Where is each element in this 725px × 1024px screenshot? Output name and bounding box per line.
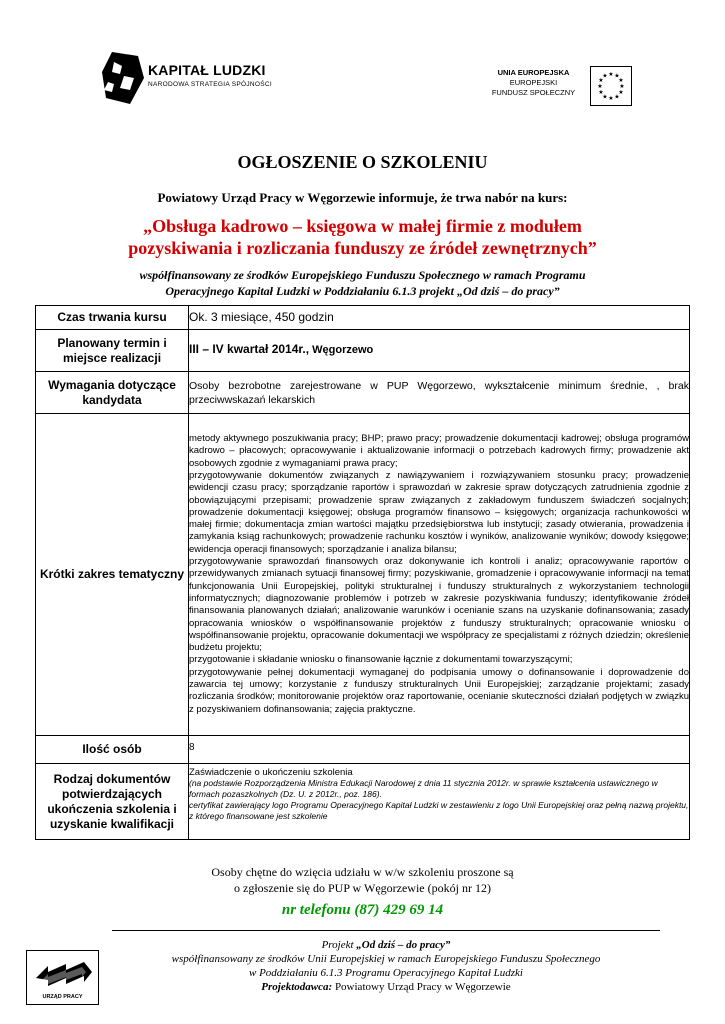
table-row — [36, 414, 690, 736]
svg-text:★: ★ — [608, 95, 614, 102]
documents-value — [189, 764, 690, 840]
footer — [110, 938, 662, 994]
requirements-label: Wymagania dotyczące kandydata — [36, 372, 189, 414]
table-row — [36, 736, 690, 764]
svg-text:★: ★ — [602, 72, 608, 80]
page-title: OGŁOSZENIE O SZKOLENIU — [237, 152, 488, 172]
svg-text:★: ★ — [598, 89, 604, 96]
svg-text:★: ★ — [618, 77, 624, 84]
footer-project — [110, 938, 662, 952]
kl-logo-subtitle: NARODOWA STRATEGIA SPÓJNOŚCI — [148, 81, 272, 88]
kl-logo-title: KAPITAŁ LUDZKI — [148, 62, 266, 78]
footer-promoter — [110, 980, 662, 994]
footer-promoter-label: Projektodawca: — [261, 981, 333, 993]
svg-text:★: ★ — [597, 83, 603, 90]
urzad-pracy-logo — [26, 950, 99, 1005]
eu-flag-icon — [590, 66, 632, 106]
footer-promoter-value: Powiatowy Urząd Pracy w Węgorzewie — [332, 981, 511, 993]
footer-project-name: „Od dziś – do pracy” — [356, 939, 451, 951]
table-row — [36, 330, 690, 372]
count-value: 8 — [189, 736, 690, 764]
term-place: Węgorzewo — [312, 344, 374, 357]
footer-divider — [112, 930, 660, 931]
application-line1: Osoby chętne do wzięcia udziału w w/w szkoleniu proszone są — [211, 865, 514, 879]
eu-line2: EUROPEJSKI — [509, 78, 558, 87]
duration-value: Ok. 3 miesiące, 450 godzin — [189, 306, 690, 330]
eu-logo-text — [486, 68, 581, 98]
svg-text:★: ★ — [618, 89, 624, 96]
footer-line3: w Poddziałaniu 6.1.3 Programu Operacyjnego Kapitał Ludzki — [249, 967, 523, 979]
footer-project-prefix: Projekt — [321, 939, 357, 951]
course-title-line2: pozyskiwania i rozliczania funduszy ze źródeł zewnętrznych” — [128, 238, 597, 258]
svg-text:★: ★ — [608, 71, 614, 78]
count-label: Ilość osób — [36, 736, 189, 764]
documents-label: Rodzaj dokumentów potwierdzających ukończenia szkolenia i uzyskanie kwalifikacji — [36, 764, 189, 840]
phone-number: nr telefonu (87) 429 69 14 — [281, 902, 444, 918]
documents-line: Zaświadczenie o ukończeniu szkolenia — [189, 767, 353, 778]
svg-text:★: ★ — [598, 77, 604, 84]
course-title — [0, 215, 725, 259]
documents-line: (na podstawie Rozporządzenia Ministra Edukacji Narodowej z dnia 11 stycznia 2012r. w sprawie kształcenia ustawicznego w formach pozaszkolnych (Dz. U. z 2012r., poz. 186). — [189, 778, 658, 799]
term-label: Planowany termin i miejsce realizacji — [36, 330, 189, 372]
scope-value — [189, 414, 690, 736]
table-row — [36, 306, 690, 330]
cofinancing-line2: Operacyjnego Kapitał Ludzki w Poddziałaniu 6.1.3 projekt „Od dziś – do pracy” — [165, 284, 560, 298]
scope-label: Krótki zakres tematyczny — [36, 414, 189, 736]
svg-text:★: ★ — [619, 83, 625, 90]
table-row — [36, 764, 690, 840]
table-row — [36, 372, 690, 414]
eu-line1: UNIA EUROPEJSKA — [497, 68, 570, 77]
requirements-value: Osoby bezrobotne zarejestrowane w PUP Węgorzewo, wykształcenie minimum średnie, , brak przeciwwskazań lekarskich — [189, 372, 690, 414]
svg-text:★: ★ — [614, 72, 620, 80]
kapital-ludzki-logo — [100, 48, 275, 108]
footer-line2: współfinansowany ze środków Unii Europejskiej w ramach Europejskiego Funduszu Społecznego — [171, 953, 601, 965]
term-period: III – IV kwartał 2014r., — [189, 342, 310, 357]
course-title-line1: „Obsługa kadrowo – księgowa w małej firmie z modułem — [143, 216, 582, 236]
documents-line: certyfikat zawierający logo Programu Operacyjnego Kapitał Ludzki w zestawieniu z logo Unii Europejskiej oraz pełną nazwą projektu, z którego finansowane jest szkolenie — [189, 800, 689, 821]
duration-label: Czas trwania kursu — [36, 306, 189, 330]
cofinancing-line1: współfinansowany ze środków Europejskiego Funduszu Społecznego w ramach Programu — [139, 268, 586, 282]
scope-paragraph: przygotowanie i składanie wniosku o finansowanie łącznie z dokumentami towarzyszącymi; — [189, 654, 573, 666]
term-value — [189, 330, 690, 372]
scope-paragraph: przygotowywanie sprawozdań finansowych oraz dokonywanie ich kontroli i analiz; opracowywanie raportów o przewidywanych zmianach sytuacji finansowej firmy; pozyskiwanie, gromadzenie i opracowywanie informacji na temat funkcjonowania Unii Europejskiej, polityki strukturalnej i funduszy strukturalnych z wykorzystaniem technologii informatycznych; diagnozowanie problemów i potrzeb w zakresie pozyskiwania funduszy; identyfikowanie źródeł finansowania planowanych działań; analizowanie warunków i ocenianie szans na uzyskanie dofinansowania; zasady opracowania wniosków o współfinansowanie projektów z funduszy strukturalnych; opracowanie wniosku o współfinansowanie projektu, opracowanie dokumentacji we współpracy ze specjalistami z różnych dziedzin; określenie budżetu projektu; — [189, 556, 689, 654]
svg-text:★: ★ — [614, 93, 620, 101]
intro-text: Powiatowy Urząd Pracy w Węgorzewie informuje, że trwa nabór na kurs: — [157, 190, 568, 205]
application-line2: o zgłoszenie się do PUP w Węgorzewie (pokój nr 12) — [234, 881, 491, 895]
scope-paragraph: przygotowywanie pełnej dokumentacji wymaganej do podpisania umowy o dofinansowanie i doprowadzenie do zawarcia tej umowy; korzystanie z funduszy strukturalnych Unii Europejskiej; zarządzanie projektami; zasady rozliczania środków; monitorowanie projektów oraz raportowanie, ocenianie skuteczności działań podjętych w związku z pozyskiwaniem dofinansowania; zajęcia praktyczne. — [189, 666, 689, 715]
urzad-pracy-logo-text: URZĄD PRACY — [42, 994, 83, 1000]
scope-paragraph: metody aktywnego poszukiwania pracy; BHP; prawo pracy; prowadzenie dokumentacji kadrowej; obsługa programów kadrowo – płacowych; opracowywanie i aktualizowanie informacji o potrzebach kadrowych firmy; prowadzenie akt osobowych zgodnie z wymaganiami prawa pracy; — [189, 433, 689, 469]
scope-paragraph: przygotowywanie dokumentów związanych z nawiązywaniem i rozwiązywaniem stosunku pracy; prowadzenie ewidencji czasu pracy; sporządzanie raportów i sprawozdań w zakresie spraw dotyczących zatrudnienia zgodnie z obowiązującymi przepisami; prowadzenie spraw związanych z zakładowym funduszem świadczeń socjalnych; prowadzenie dokumentacji księgowej; obsługa programów finansowo – księgowych; organizacja rachunkowości w małej firmie; dokumentacja zmian wartości majątku przedsiębiorstwa lub instytucji; zasady otwierania, prowadzenia i zamykania ksiąg rachunkowych; prowadzenie rachunku kosztów i wyników, analizowanie wyników; dowody księgowe; ewidencja operacji finansowych; sporządzanie i analiza bilansu; — [189, 469, 689, 555]
course-info-table — [35, 305, 690, 840]
cofinancing-note — [0, 267, 725, 299]
eu-line3: FUNDUSZ SPOŁECZNY — [491, 88, 576, 97]
application-note — [0, 864, 725, 896]
svg-text:★: ★ — [602, 93, 608, 101]
